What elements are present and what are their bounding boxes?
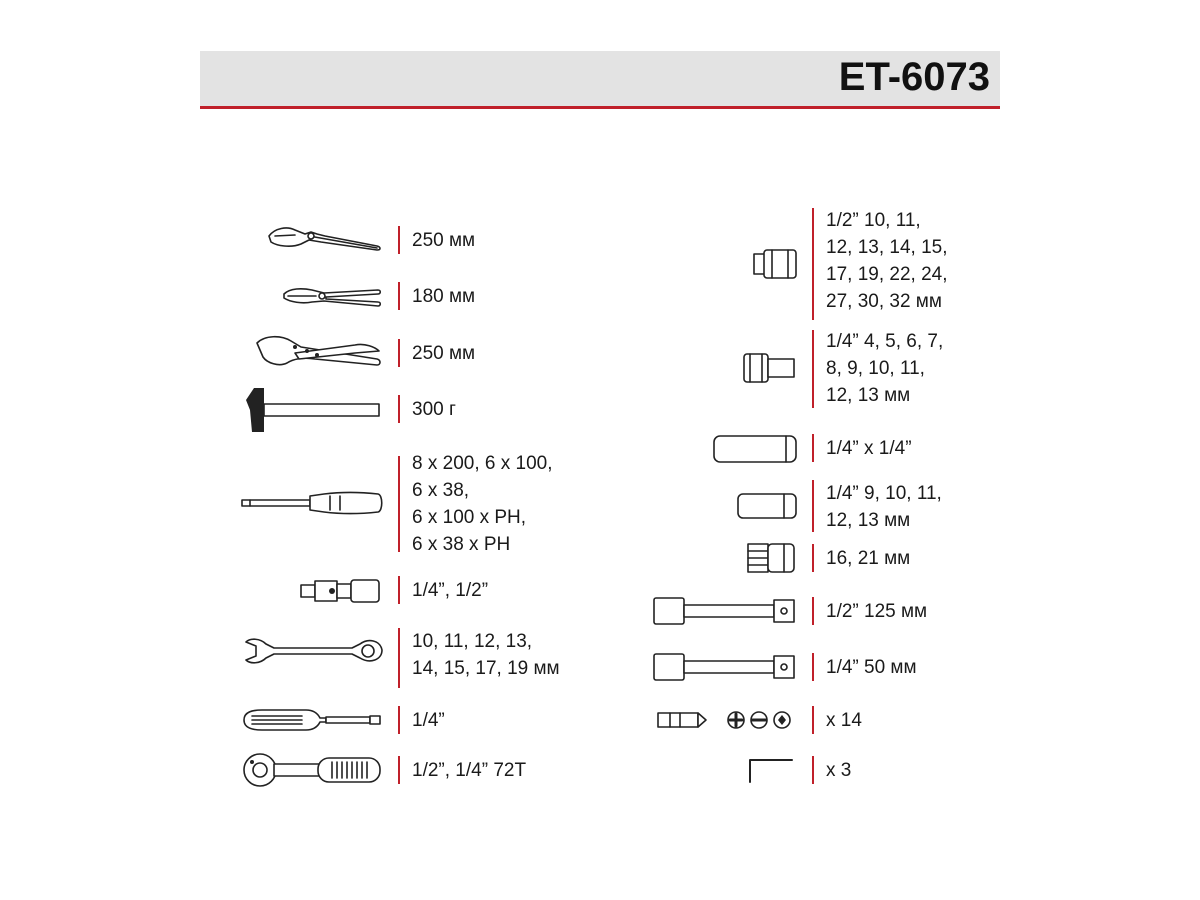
item-label: 180 мм xyxy=(412,286,476,307)
divider xyxy=(812,434,814,462)
ratchet-icon xyxy=(240,752,382,793)
item-label: x 3 xyxy=(826,760,852,781)
item-label: 250 мм xyxy=(412,343,476,364)
divider xyxy=(812,208,814,320)
title-banner xyxy=(200,51,1000,109)
divider xyxy=(812,330,814,408)
item-label: 1/2” 10, 11, 12, 13, 14, 15, 17, 19, 22, 24, 27, 30, 32 мм xyxy=(826,210,948,312)
combination-pliers-icon xyxy=(282,284,382,313)
divider xyxy=(812,653,814,681)
item-label: 250 мм xyxy=(412,230,476,251)
divider xyxy=(398,456,400,552)
divider xyxy=(812,756,814,784)
item-label: 1/2” 125 мм xyxy=(826,601,928,622)
divider xyxy=(398,756,400,784)
extension-bar-short-icon xyxy=(652,652,798,687)
item-label: 8 x 200, 6 x 100, 6 x 38, 6 x 100 x PH, 6 x 38 x PH xyxy=(412,453,553,555)
locking-pliers-icon xyxy=(255,333,385,376)
divider xyxy=(398,628,400,688)
divider xyxy=(812,480,814,532)
socket-half-inch-icon xyxy=(752,248,798,285)
divider xyxy=(398,706,400,734)
deep-socket-icon xyxy=(736,490,798,527)
bit-adapter-icon xyxy=(712,434,798,469)
divider xyxy=(812,706,814,734)
combination-wrench-icon xyxy=(244,636,384,671)
item-label: 1/2”, 1/4” 72T xyxy=(412,760,527,781)
item-label: 300 г xyxy=(412,399,456,420)
extension-bar-long-icon xyxy=(652,596,798,631)
divider xyxy=(398,282,400,310)
socket-quarter-inch-icon xyxy=(742,352,798,389)
item-label: 1/4” x 1/4” xyxy=(826,438,912,459)
item-label: 1/4” 4, 5, 6, 7, 8, 9, 10, 11, 12, 13 мм xyxy=(826,331,944,406)
bit-holder-screwdriver-icon xyxy=(242,706,384,739)
item-label: 10, 11, 12, 13, 14, 15, 17, 19 мм xyxy=(412,631,560,679)
item-label: 1/4” 9, 10, 11, 12, 13 мм xyxy=(826,483,942,531)
item-label: 1/4”, 1/2” xyxy=(412,580,489,601)
screwdriver-icon xyxy=(240,488,385,523)
spark-plug-socket-icon xyxy=(746,542,798,579)
item-label: 1/4” xyxy=(412,710,445,731)
water-pump-pliers-icon xyxy=(265,222,385,259)
item-label: x 14 xyxy=(826,710,862,731)
divider xyxy=(398,576,400,604)
item-label: 16, 21 мм xyxy=(826,548,911,569)
model-number: ET-6073 xyxy=(838,55,990,99)
divider xyxy=(812,544,814,572)
divider xyxy=(398,395,400,423)
hammer-icon xyxy=(244,384,384,439)
divider xyxy=(398,339,400,367)
screwdriver-bits-icon xyxy=(656,708,796,737)
divider xyxy=(812,597,814,625)
divider xyxy=(398,226,400,254)
item-label: 1/4” 50 мм xyxy=(826,657,917,678)
universal-joint-icon xyxy=(299,576,384,611)
hex-key-icon xyxy=(746,756,796,791)
